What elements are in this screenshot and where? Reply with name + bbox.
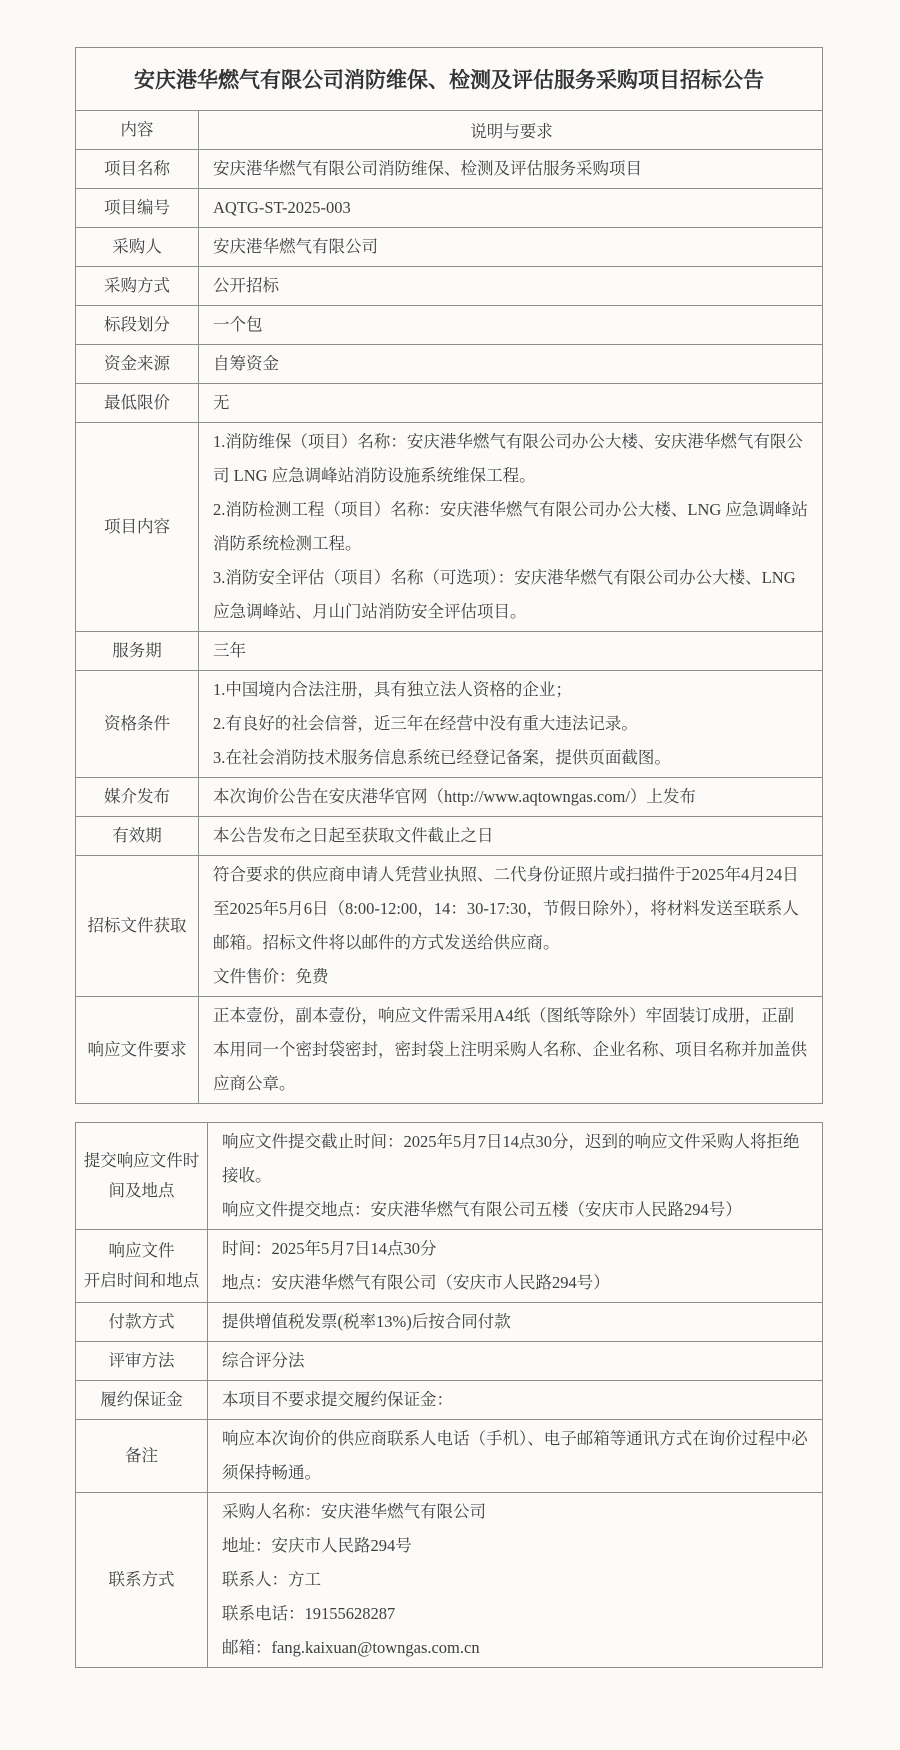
row-label-line: 提交响应文件时	[83, 1151, 200, 1170]
row-content-line: 本项目不要求提交履约保证金：	[222, 1390, 453, 1409]
row-content	[199, 997, 822, 1103]
row-label	[76, 1230, 208, 1302]
row-content	[208, 1123, 822, 1229]
row-content-line: 符合要求的供应商申请人凭营业执照、二代身份证照片或扫描件于2025年4月24日至2025年5月6日（8:00-12:00，14：30-17:30，节假日除外），将材料发送至联系人邮箱。招标文件将以邮件的方式发送给供应商。	[213, 865, 799, 952]
table-row	[76, 1341, 822, 1380]
row-content-line: 响应本次询价的供应商联系人电话（手机）、电子邮箱等通讯方式在询价过程中必须保持畅通。	[222, 1429, 808, 1482]
row-content-line: 本次询价公告在安庆港华官网（http://www.aqtowngas.com/）上发布	[213, 787, 696, 806]
row-content-line: 采购人名称：安庆港华燃气有限公司	[222, 1502, 486, 1521]
row-content-line: 响应文件提交截止时间：2025年5月7日14点30分，迟到的响应文件采购人将拒绝接收。	[222, 1132, 800, 1185]
row-content-line: 一个包	[213, 315, 263, 334]
row-content-line: 邮箱：fang.kaixuan@towngas.com.cn	[222, 1638, 480, 1657]
row-content	[199, 856, 822, 996]
row-content	[199, 150, 822, 188]
row-label-line: 招标文件获取	[87, 916, 187, 935]
table-row	[76, 1419, 822, 1492]
row-label-line: 付款方式	[108, 1312, 175, 1331]
row-content	[199, 632, 822, 670]
row-label	[76, 1123, 208, 1229]
table-row	[76, 227, 822, 266]
row-label-line: 项目名称	[104, 159, 170, 178]
row-content	[208, 1493, 822, 1667]
row-label	[76, 1381, 208, 1419]
row-content-line: 3.消防安全评估（项目）名称（可选项）：安庆港华燃气有限公司办公大楼、LNG 应急调峰站、月山门站消防安全评估项目。	[213, 568, 796, 621]
table-row	[76, 305, 822, 344]
column-header-content: 内容	[76, 111, 199, 149]
row-content-line: 地点：安庆港华燃气有限公司（安庆市人民路294号）	[222, 1273, 610, 1292]
row-label	[76, 345, 199, 383]
announcement-table	[75, 47, 823, 1104]
row-content	[199, 228, 822, 266]
row-content-line: 2.有良好的社会信誉，近三年在经营中没有重大违法记录。	[213, 714, 638, 733]
row-label-line: 资金来源	[104, 354, 170, 373]
row-label	[76, 1342, 208, 1380]
row-label-line: 采购人	[112, 237, 162, 256]
row-label-line: 评审方法	[108, 1351, 175, 1370]
row-content-line: 本公告发布之日起至获取文件截止之日	[213, 826, 494, 845]
row-label	[76, 150, 199, 188]
row-label-line: 有效期	[112, 826, 162, 845]
row-content-line: 提供增值税发票(税率13%)后按合同付款	[222, 1312, 511, 1331]
row-label-line: 开启时间和地点	[83, 1271, 200, 1290]
row-content	[199, 306, 822, 344]
table-row	[76, 670, 822, 777]
row-content-line: 联系人：方工	[222, 1570, 321, 1589]
table-row	[76, 996, 822, 1103]
row-content-line: 正本壹份，副本壹份，响应文件需采用A4纸（图纸等除外）牢固装订成册，正副本用同一个密封袋密封，密封袋上注明采购人名称、企业名称、项目名称并加盖供应商公章。	[213, 1006, 807, 1093]
row-content-line: 安庆港华燃气有限公司	[213, 237, 378, 256]
table-row	[76, 149, 822, 188]
row-content-line: 地址：安庆市人民路294号	[222, 1536, 412, 1555]
row-content-line: 1.中国境内合法注册，具有独立法人资格的企业；	[213, 680, 572, 699]
row-content	[199, 384, 822, 422]
table-row	[76, 344, 822, 383]
row-content-line: 安庆港华燃气有限公司消防维保、检测及评估服务采购项目	[213, 159, 642, 178]
row-label	[76, 1493, 208, 1667]
table-row	[76, 816, 822, 855]
submission-table	[75, 1122, 823, 1668]
row-content	[199, 267, 822, 305]
row-content	[199, 345, 822, 383]
row-content	[199, 778, 822, 816]
row-content-line: 三年	[213, 641, 246, 660]
row-label	[76, 384, 199, 422]
table-row	[76, 1123, 822, 1229]
row-content-line: 联系电话：19155628287	[222, 1604, 396, 1623]
row-label-line: 联系方式	[108, 1570, 175, 1589]
row-label-line: 资格条件	[104, 714, 170, 733]
row-content	[199, 817, 822, 855]
table-row	[76, 1302, 822, 1341]
row-label	[76, 267, 199, 305]
row-content-line: 综合评分法	[222, 1351, 305, 1370]
row-label	[76, 997, 199, 1103]
column-header-description: 说明与要求	[470, 122, 553, 141]
row-content	[199, 189, 822, 227]
row-label	[76, 423, 199, 631]
row-label	[76, 189, 199, 227]
table-row	[76, 422, 822, 631]
row-content	[208, 1230, 822, 1302]
row-content-line: 无	[213, 393, 230, 412]
table-row	[76, 777, 822, 816]
row-label-line: 服务期	[112, 641, 162, 660]
row-label	[76, 632, 199, 670]
row-label-line: 间及地点	[108, 1181, 175, 1200]
row-content-line: 文件售价：免费	[213, 967, 329, 986]
row-content	[208, 1381, 822, 1419]
row-label-line: 响应文件要求	[87, 1040, 187, 1059]
row-label-line: 响应文件	[108, 1241, 175, 1260]
row-label-line: 媒介发布	[104, 787, 170, 806]
row-label-line: 最低限价	[104, 393, 170, 412]
row-label	[76, 306, 199, 344]
row-content-line: 响应文件提交地点：安庆港华燃气有限公司五楼（安庆市人民路294号）	[222, 1200, 742, 1219]
row-content-line: 自筹资金	[213, 354, 279, 373]
row-content-line: 1.消防维保（项目）名称：安庆港华燃气有限公司办公大楼、安庆港华燃气有限公司 LNG 应急调峰站消防设施系统维保工程。	[213, 432, 803, 485]
row-content-line: AQTG-ST-2025-003	[213, 198, 351, 217]
table-row	[76, 188, 822, 227]
row-content	[208, 1342, 822, 1380]
table-row	[76, 855, 822, 996]
row-label	[76, 228, 199, 266]
row-content	[199, 671, 822, 777]
row-label	[76, 778, 199, 816]
table-header-row	[76, 110, 822, 149]
table-row	[76, 631, 822, 670]
row-label	[76, 1420, 208, 1492]
row-content	[199, 423, 822, 631]
table-row	[76, 266, 822, 305]
row-content-line: 3.在社会消防技术服务信息系统已经登记备案，提供页面截图。	[213, 748, 671, 767]
row-label-line: 标段划分	[104, 315, 170, 334]
row-content	[208, 1420, 822, 1492]
table-row	[76, 1380, 822, 1419]
row-content-line: 时间：2025年5月7日14点30分	[222, 1239, 437, 1258]
row-label	[76, 817, 199, 855]
row-label-line: 项目内容	[104, 517, 170, 536]
row-content-line: 公开招标	[213, 276, 279, 295]
row-label	[76, 1303, 208, 1341]
row-label-line: 备注	[125, 1446, 158, 1465]
page-title: 安庆港华燃气有限公司消防维保、检测及评估服务采购项目招标公告	[134, 68, 764, 92]
row-label	[76, 856, 199, 996]
table-row	[76, 1492, 822, 1667]
row-content-line: 2.消防检测工程（项目）名称：安庆港华燃气有限公司办公大楼、LNG 应急调峰站消防系统检测工程。	[213, 500, 808, 553]
row-label-line: 项目编号	[104, 198, 170, 217]
table-row	[76, 1229, 822, 1302]
row-content	[208, 1303, 822, 1341]
row-label-line: 履约保证金	[100, 1390, 183, 1409]
table-row	[76, 383, 822, 422]
row-label-line: 采购方式	[104, 276, 170, 295]
row-label	[76, 671, 199, 777]
